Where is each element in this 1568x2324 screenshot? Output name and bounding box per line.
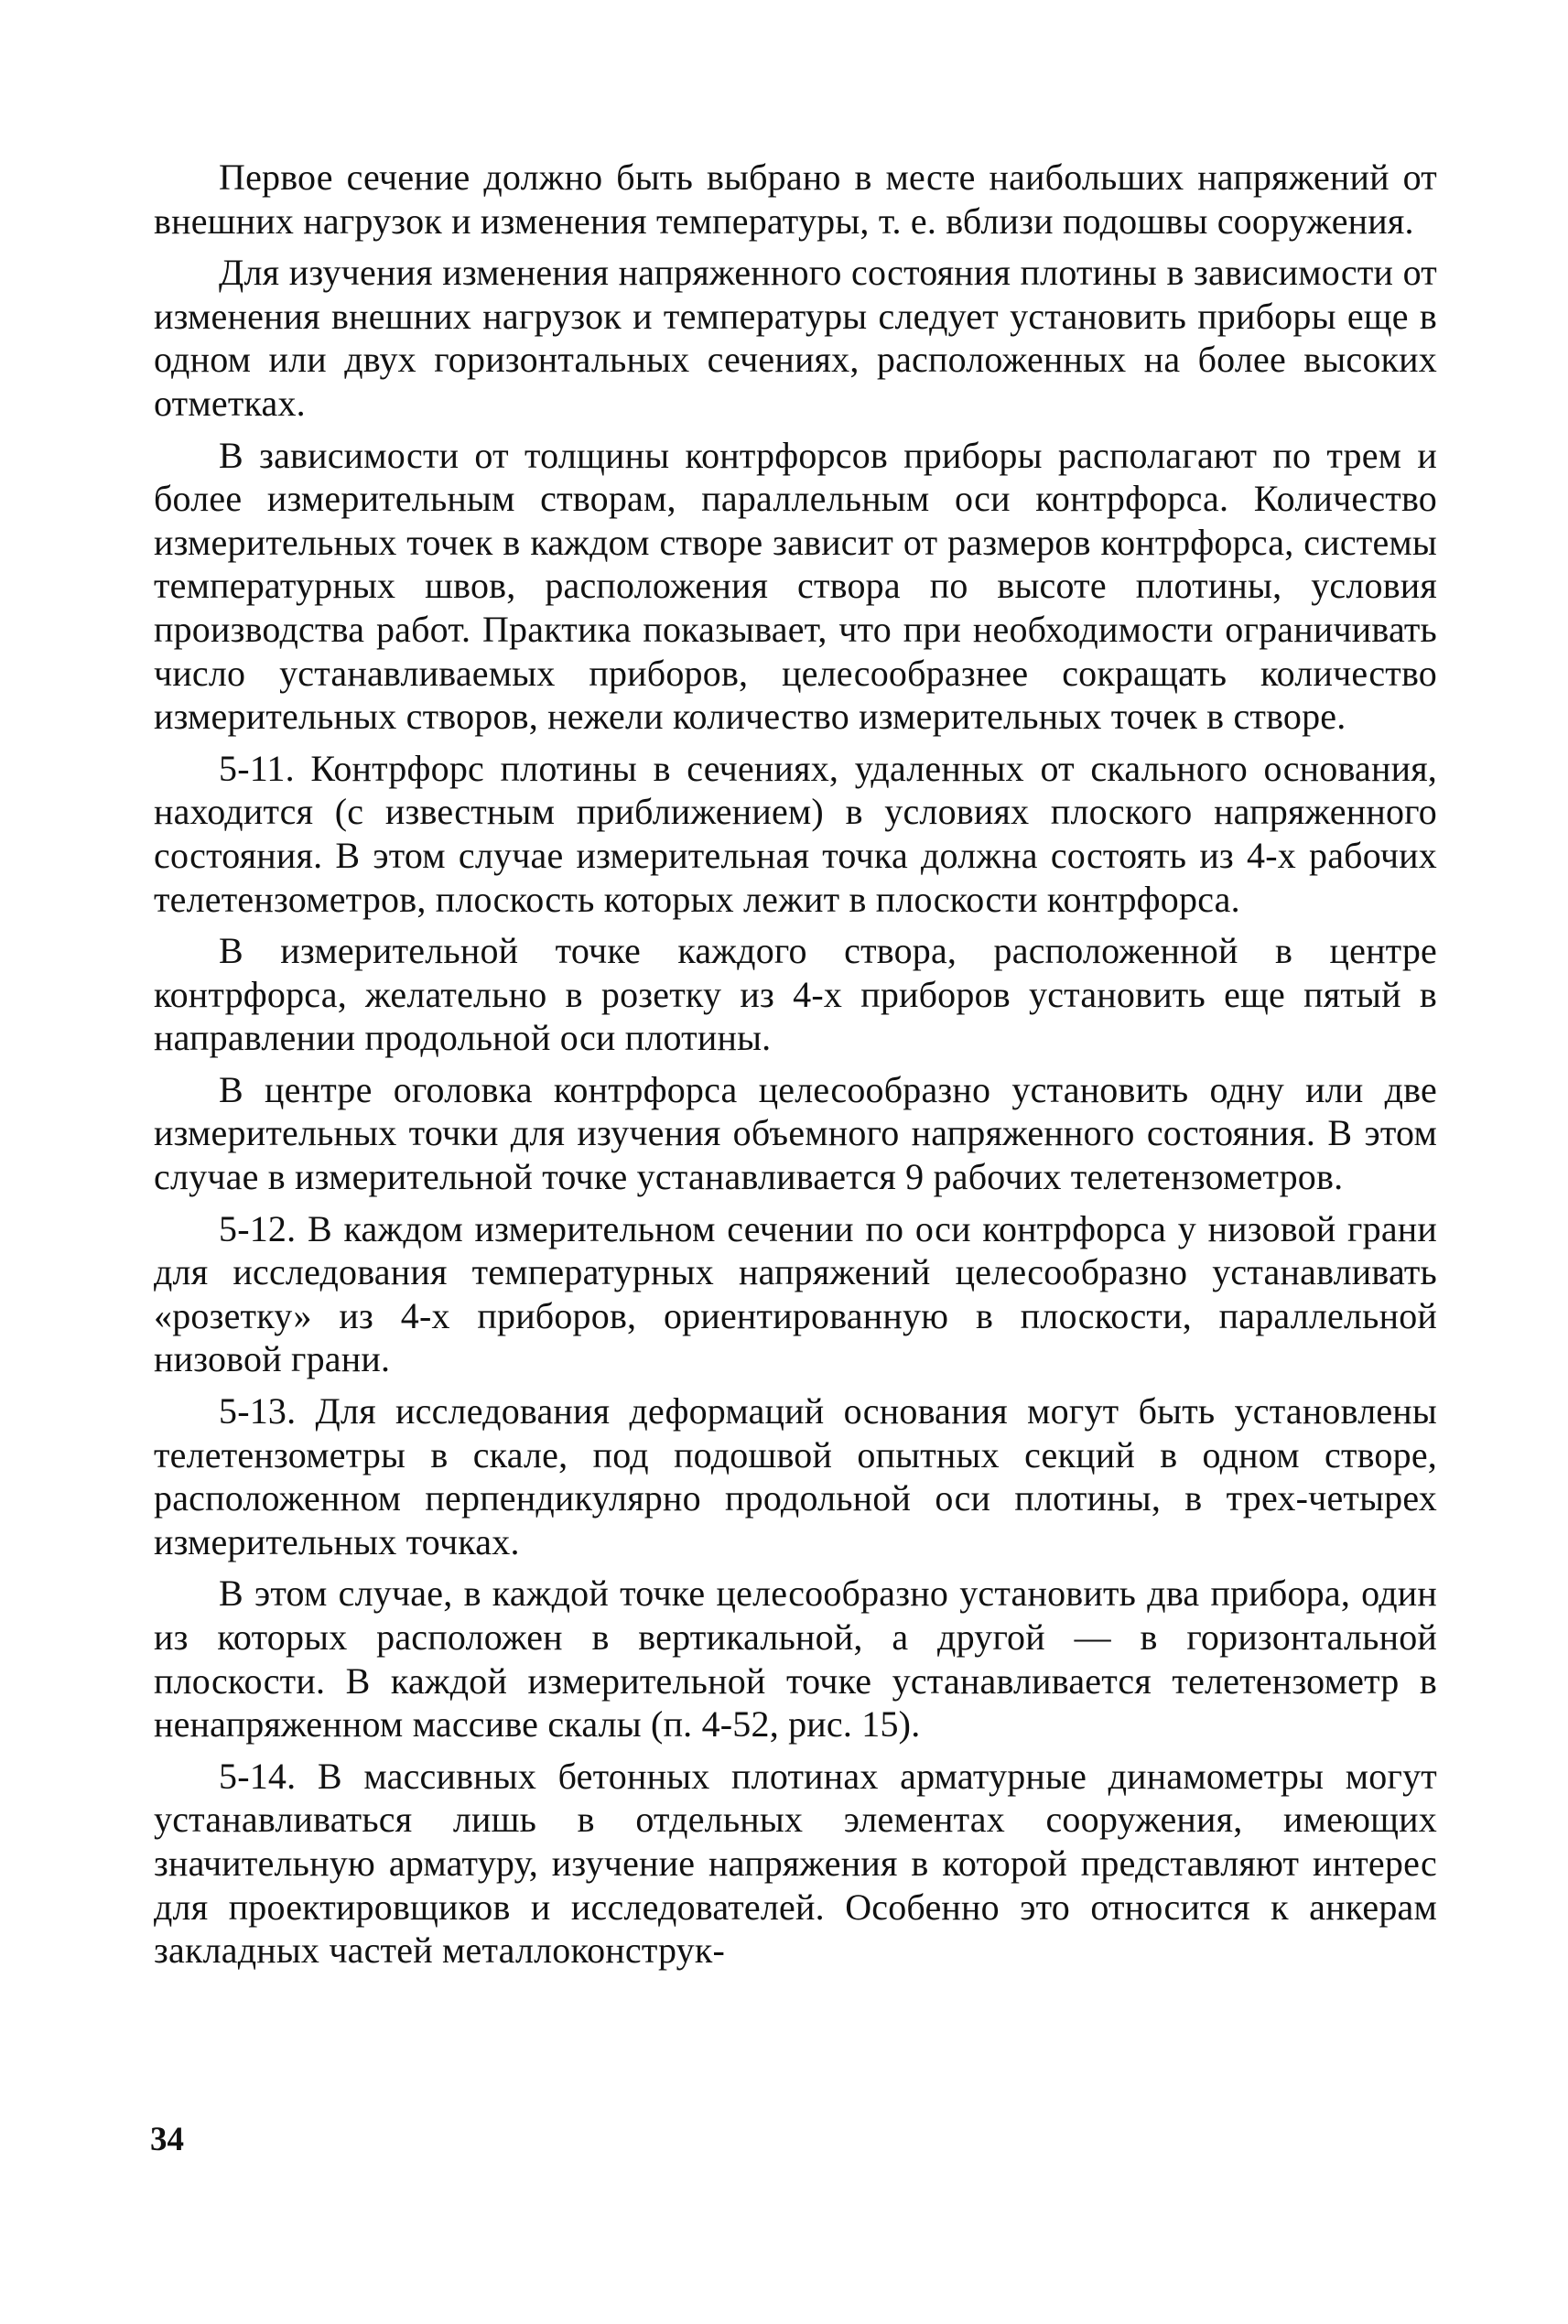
paragraph-fifth-instrument: В измерительной точке каждого створа, расположенной в центре контрфорса, желательно в розетку из 4-х приборов установить еще пятый в направлении продольной оси плотины. <box>154 930 1437 1059</box>
paragraph-buttress-head: В центре оголовка контрфорса целесообразно установить одну или две измерительных точки для изучения объемного напряженного состояния. В этом случае в измерительной точке устанавливается 9 рабочих телетензометров. <box>154 1068 1437 1198</box>
body-text <box>154 156 1437 1981</box>
page-number: 34 <box>150 2121 184 2158</box>
paragraph-5-12: 5-12. В каждом измерительном сечении по оси контрфорса у низовой грани для исследования температурных напряжений целесообразно устанавливать «розетку» из 4-х приборов, ориентированную в плоскости, параллельной низовой грани. <box>154 1207 1437 1380</box>
paragraph-5-13: 5-13. Для исследования деформаций основания могут быть установлены телетензометры в скале, под подошвой опытных секций в одном створе, расположенном перпендикулярно продольной оси плотины, в трех-четырех измерительных точках. <box>154 1390 1437 1562</box>
paragraph-additional-sections: Для изучения изменения напряженного состояния плотины в зависимости от изменения внешних нагрузок и температуры следует установить приборы еще в одном или двух горизонтальных сечениях, расположенных на более высоких отметках. <box>154 252 1437 424</box>
paragraph-first-section: Первое сечение должно быть выбрано в месте наибольших напряжений от внешних нагрузок и изменения температуры, т. е. вблизи подошвы сооружения. <box>154 157 1437 242</box>
paragraph-5-11: 5-11. Контрфорс плотины в сечениях, удаленных от скального основания, находится (с известным приближением) в условиях плоского напряженного состояния. В этом случае измерительная точка должна состоять из 4-х рабочих телетензометров, плоскость которых лежит в плоскости контрфорса. <box>154 747 1437 920</box>
paragraph-two-instruments: В этом случае, в каждой точке целесообразно установить два прибора, один из которых расположен в вертикальной, а другой — в горизонтальной плоскости. В каждой измерительной точке устанавливается телетензометр в ненапряженном массиве скалы (п. 4-52, рис. 15). <box>154 1573 1437 1746</box>
paragraph-measurement-alignments: В зависимости от толщины контрфорсов приборы располагают по трем и более измерительным створам, параллельным оси контрфорса. Количество измерительных точек в каждом створе зависит от размеров контрфорса, системы температурных швов, расположения створа по высоте плотины, условия производства работ. Практика показывает, что при необходимости ограничивать число устанавливаемых приборов, целесообразнее сокращать количество измерительных створов, нежели количество измерительных точек в створе. <box>154 434 1437 738</box>
paragraph-5-14: 5-14. В массивных бетонных плотинах арматурные динамометры могут устанавливаться лишь в отдельных элементах сооружения, имеющих значительную арматуру, изучение напряжения в которой представляют интерес для проектировщиков и исследователей. Особенно это относится к анкерам закладных частей металлоконструк- <box>154 1755 1437 1972</box>
